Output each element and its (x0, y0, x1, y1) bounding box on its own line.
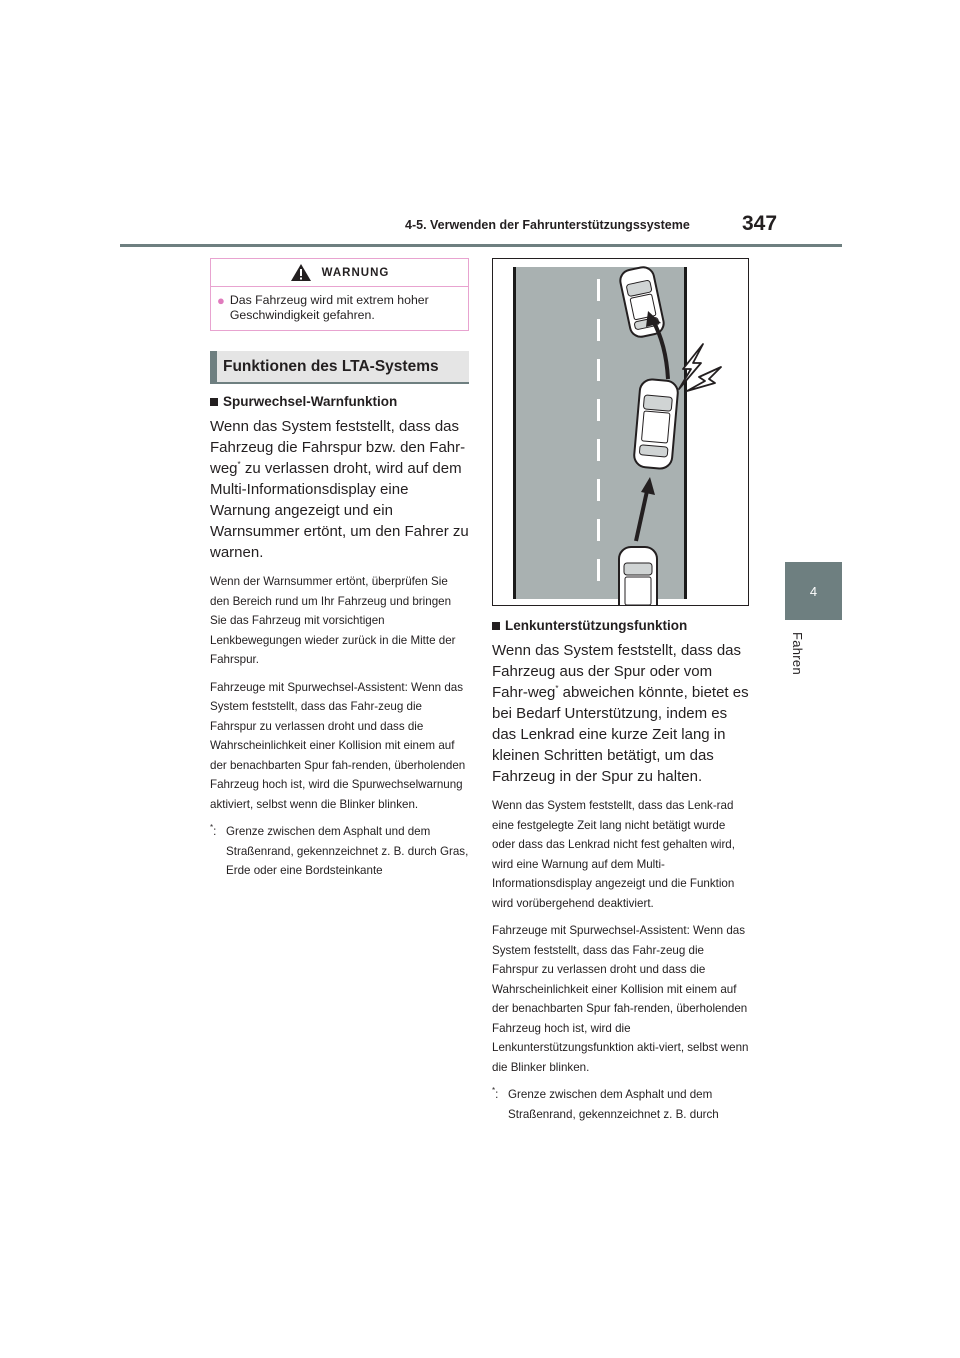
footnote-mark (492, 1085, 508, 1124)
paragraph: Wenn der Warnsummer ertönt, überprüfen Sie den Bereich rund um Ihr Fahrzeug und bringen Sie das Fahrzeug mit vorsichtigen Lenkbewegungen wieder zurück in die Mitte der Fahrspur. (210, 575, 456, 666)
car-icon (633, 379, 679, 470)
right-column (492, 258, 749, 1124)
left-column (210, 258, 469, 881)
paragraph: Fahrzeuge mit Spurwechsel-Assistent: Wenn das System feststellt, dass das Fahr-zeug die Fahrspur zu verlassen droht und dass die Wahrscheinlichkeit einer Kollision mit einem auf der benachbarten Spur fah-renden, überholenden Fahrzeug hoch ist, wird die Lenkunterstützungsfunktion akti-viert, selbst wenn die Blinker blinken. (492, 924, 749, 1074)
page-number: 347 (742, 212, 778, 235)
section-title: Funktionen des LTA-Systems (210, 351, 469, 384)
square-bullet-icon (210, 398, 218, 406)
warning-header (211, 259, 468, 287)
footnote-colon: : (495, 1088, 499, 1101)
footnote-asterisk: * (210, 823, 214, 833)
footnote-text: Grenze zwischen dem Asphalt und dem Straßenrand, gekennzeichnet z. B. durch (508, 1088, 719, 1121)
square-bullet-icon (492, 622, 500, 630)
road-edge-left (513, 267, 516, 599)
warning-title: WARNUNG (321, 266, 390, 279)
bullet-circle-icon: ● (217, 293, 225, 308)
paragraph-text: Wenn das System feststellt, dass das Fahrzeug aus der Spur oder vom Fahr-weg (492, 642, 742, 701)
subheading-spurwechsel (210, 394, 469, 409)
paragraph-text: abweichen könnte, bietet es bei Bedarf Unterstützung, indem es das Lenkrad eine kurze Zeit lang in kleinen Schritten betätigt, um das Fahrzeug in der Spur zu halten. (492, 684, 749, 785)
header-divider (120, 244, 842, 247)
paragraph-text: Wenn das System feststellt, dass das Fahrzeug die Fahrspur bzw. den Fahr-weg (210, 418, 466, 477)
warning-box (210, 258, 469, 331)
warning-text: Das Fahrzeug wird mit extrem hoher Geschwindigkeit gefahren. (229, 293, 429, 322)
warning-triangle-icon (290, 263, 312, 282)
subheading-lenk (492, 618, 749, 633)
lane-departure-illustration (492, 258, 749, 606)
footnote-colon: : (213, 825, 217, 838)
paragraph (492, 640, 749, 787)
chapter-label: Fahren (790, 632, 805, 675)
footnote (492, 1085, 749, 1124)
footnote (210, 822, 469, 881)
paragraph (210, 416, 469, 563)
running-header: 4-5. Verwenden der Fahrunterstützungssysteme (405, 218, 690, 232)
footnote-text: Grenze zwischen dem Asphalt und dem Straßenrand, gekennzeichnet z. B. durch Gras, Erde oder eine Bordsteinkante (226, 825, 469, 877)
warning-item (211, 287, 468, 330)
illustration-svg (493, 259, 748, 605)
footnote-mark (210, 822, 226, 881)
road-edge-right (684, 267, 687, 599)
paragraph: Fahrzeuge mit Spurwechsel-Assistent: Wenn das System feststellt, dass das Fahr-zeug die Fahrspur zu verlassen droht und dass die Wahrscheinlichkeit einer Kollision mit einem auf der benachbarten Spur fah-renden, überholenden Fahrzeug hoch ist, wird die Spurwechselwarnung aktiviert, selbst wenn die Blinker blinken. (210, 680, 466, 811)
footnote-asterisk: * (492, 1086, 496, 1096)
paragraph: Wenn das System feststellt, dass das Lenk-rad eine festgelegte Zeit lang nicht betätigt wurde oder dass das Lenkrad nicht fest gehalten wird, wird eine Warnung auf dem Multi-Informationsdisplay angezeigt und die Funktion wird vorübergehend deaktiviert. (492, 799, 735, 910)
footnote-ref: * (237, 460, 241, 469)
chapter-tab: 4 (785, 562, 842, 620)
subheading-text: Spurwechsel-Warnfunktion (223, 394, 398, 409)
paragraph-text: zu verlassen droht, wird auf dem Multi-Informationsdisplay eine Warnung angezeigt und ein Warnsummer ertönt, um den Fahrer zu warnen. (210, 460, 469, 561)
car-icon (619, 547, 657, 605)
subheading-text: Lenkunterstützungsfunktion (505, 618, 688, 633)
footnote-ref: * (555, 684, 559, 693)
